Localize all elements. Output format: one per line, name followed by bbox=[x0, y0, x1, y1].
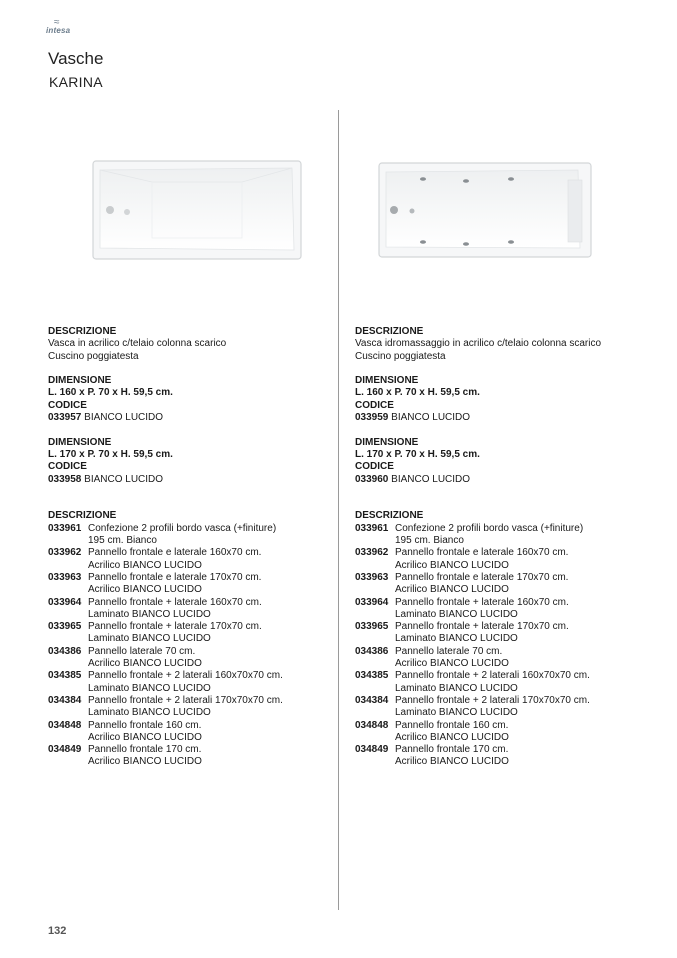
accessory-description: Confezione 2 profili bordo vasca (+finiture) bbox=[88, 522, 277, 534]
accessory-row-detail bbox=[48, 732, 333, 744]
accessory-description: Pannello frontale e laterale 170x70 cm. bbox=[88, 571, 262, 583]
accessory-description: Pannello frontale 170 cm. bbox=[88, 744, 202, 756]
product-code: 033958 bbox=[48, 473, 82, 485]
accessory-code: 033962 bbox=[48, 547, 82, 559]
accessory-finish: 195 cm. Bianco bbox=[395, 535, 464, 547]
accessory-row bbox=[355, 744, 640, 756]
accessory-code: 034848 bbox=[48, 719, 82, 731]
accessory-row-detail bbox=[48, 609, 333, 621]
accessory-description: Pannello frontale + laterale 170x70 cm. bbox=[88, 621, 262, 633]
accessory-description: Pannello frontale + 2 laterali 170x70x70 cm. bbox=[395, 694, 590, 706]
accessory-finish: Laminato BIANCO LUCIDO bbox=[88, 633, 211, 645]
product-code: 033957 bbox=[48, 412, 82, 424]
column-divider bbox=[338, 110, 339, 910]
code-line bbox=[48, 412, 333, 424]
dimension-value: L. 170 x P. 70 x H. 59,5 cm. bbox=[48, 448, 173, 460]
accessory-row bbox=[355, 572, 640, 584]
product-code: 033959 bbox=[355, 412, 389, 424]
accessory-row bbox=[355, 670, 640, 682]
accessory-finish: Acrilico BIANCO LUCIDO bbox=[88, 559, 202, 571]
accessory-code: 033962 bbox=[355, 547, 389, 559]
description-line: Cuscino poggiatesta bbox=[355, 350, 446, 362]
code-line bbox=[48, 474, 333, 486]
accessory-finish: Acrilico BIANCO LUCIDO bbox=[88, 658, 202, 670]
accessory-code: 034385 bbox=[355, 670, 389, 682]
code-label: CODICE bbox=[48, 461, 87, 473]
accessory-code: 034386 bbox=[48, 645, 82, 657]
description-line: Cuscino poggiatesta bbox=[48, 350, 139, 362]
accessory-finish: Acrilico BIANCO LUCIDO bbox=[88, 731, 202, 743]
accessories-label: DESCRIZIONE bbox=[355, 510, 424, 522]
dimension-label: DIMENSIONE bbox=[48, 375, 112, 387]
finish: BIANCO LUCIDO bbox=[391, 473, 471, 485]
accessory-finish: Laminato BIANCO LUCIDO bbox=[395, 682, 518, 694]
accessory-finish: Acrilico BIANCO LUCIDO bbox=[395, 731, 509, 743]
description-line: Vasca in acrilico c/telaio colonna scarico bbox=[48, 338, 227, 350]
accessory-finish: Acrilico BIANCO LUCIDO bbox=[395, 658, 509, 670]
accessories-list bbox=[48, 523, 333, 769]
left-column bbox=[48, 326, 333, 769]
accessories-list bbox=[355, 523, 640, 769]
accessory-code: 034849 bbox=[48, 744, 82, 756]
accessory-description: Pannello laterale 70 cm. bbox=[88, 645, 196, 657]
accessory-row-detail bbox=[48, 756, 333, 768]
accessory-row bbox=[48, 670, 333, 682]
accessory-description: Pannello frontale + laterale 170x70 cm. bbox=[395, 621, 569, 633]
accessory-row bbox=[48, 720, 333, 732]
accessory-description: Pannello frontale e laterale 160x70 cm. bbox=[88, 547, 262, 559]
product-name: KARINA bbox=[49, 74, 103, 90]
code-label: CODICE bbox=[355, 461, 394, 473]
accessory-row-detail bbox=[48, 658, 333, 670]
accessory-row bbox=[48, 547, 333, 559]
dimension-value: L. 160 x P. 70 x H. 59,5 cm. bbox=[355, 387, 480, 399]
wave-icon: ≈ bbox=[54, 17, 60, 28]
accessory-row-detail bbox=[355, 683, 640, 695]
accessory-row bbox=[48, 523, 333, 535]
finish: BIANCO LUCIDO bbox=[391, 412, 471, 424]
accessory-code: 033964 bbox=[48, 596, 82, 608]
accessory-description: Pannello frontale + 2 laterali 170x70x70 cm. bbox=[88, 694, 283, 706]
accessory-row bbox=[355, 621, 640, 633]
accessory-description: Pannello frontale + 2 laterali 160x70x70 cm. bbox=[395, 670, 590, 682]
code-line bbox=[355, 474, 640, 486]
accessory-finish: Laminato BIANCO LUCIDO bbox=[395, 633, 518, 645]
accessory-description: Pannello frontale e laterale 170x70 cm. bbox=[395, 571, 569, 583]
accessory-finish: Acrilico BIANCO LUCIDO bbox=[395, 584, 509, 596]
accessory-row bbox=[355, 547, 640, 559]
accessory-code: 033961 bbox=[355, 522, 389, 534]
accessory-code: 034384 bbox=[48, 694, 82, 706]
accessory-row bbox=[48, 621, 333, 633]
accessory-finish: Acrilico BIANCO LUCIDO bbox=[395, 559, 509, 571]
accessory-row-detail bbox=[48, 707, 333, 719]
dimension-label: DIMENSIONE bbox=[48, 436, 112, 448]
brand-name: intesa bbox=[46, 26, 71, 35]
accessory-row-detail bbox=[355, 584, 640, 596]
bathtub-image bbox=[92, 160, 302, 260]
accessory-row bbox=[48, 695, 333, 707]
accessory-row bbox=[48, 744, 333, 756]
accessory-row-detail bbox=[355, 732, 640, 744]
accessory-row-detail bbox=[355, 658, 640, 670]
accessory-row bbox=[48, 597, 333, 609]
description-line: Vasca idromassaggio in acrilico c/telaio colonna scarico bbox=[355, 338, 602, 350]
accessory-code: 033964 bbox=[355, 596, 389, 608]
accessory-code: 034849 bbox=[355, 744, 389, 756]
accessory-description: Pannello frontale e laterale 160x70 cm. bbox=[395, 547, 569, 559]
accessory-code: 033963 bbox=[48, 571, 82, 583]
accessory-row bbox=[355, 523, 640, 535]
accessory-code: 034848 bbox=[355, 719, 389, 731]
accessory-row bbox=[355, 646, 640, 658]
page-title: Vasche bbox=[48, 49, 104, 68]
code-label: CODICE bbox=[355, 399, 394, 411]
accessory-description: Pannello frontale 160 cm. bbox=[395, 719, 509, 731]
accessories-label: DESCRIZIONE bbox=[48, 510, 117, 522]
accessory-row-detail bbox=[355, 756, 640, 768]
accessory-description: Pannello frontale 160 cm. bbox=[88, 719, 202, 731]
accessory-code: 034384 bbox=[355, 694, 389, 706]
accessory-row-detail bbox=[355, 609, 640, 621]
accessory-row-detail bbox=[355, 560, 640, 572]
accessory-description: Confezione 2 profili bordo vasca (+finiture) bbox=[395, 522, 584, 534]
accessory-row-detail bbox=[355, 707, 640, 719]
accessory-finish: 195 cm. Bianco bbox=[88, 535, 157, 547]
code-line bbox=[355, 412, 640, 424]
accessory-row bbox=[355, 695, 640, 707]
description-label: DESCRIZIONE bbox=[48, 326, 117, 337]
accessory-finish: Laminato BIANCO LUCIDO bbox=[395, 707, 518, 719]
accessory-finish: Acrilico BIANCO LUCIDO bbox=[88, 756, 202, 768]
finish: BIANCO LUCIDO bbox=[84, 473, 164, 485]
accessory-row bbox=[48, 572, 333, 584]
accessory-finish: Acrilico BIANCO LUCIDO bbox=[88, 584, 202, 596]
dimension-label: DIMENSIONE bbox=[355, 436, 419, 448]
accessory-code: 033965 bbox=[48, 621, 82, 633]
accessory-code: 033961 bbox=[48, 522, 82, 534]
dimension-label: DIMENSIONE bbox=[355, 375, 419, 387]
accessory-code: 034386 bbox=[355, 645, 389, 657]
right-column bbox=[355, 326, 640, 769]
accessory-finish: Acrilico BIANCO LUCIDO bbox=[395, 756, 509, 768]
accessory-row-detail bbox=[355, 535, 640, 547]
accessory-description: Pannello laterale 70 cm. bbox=[395, 645, 503, 657]
accessory-row-detail bbox=[355, 633, 640, 645]
accessory-row-detail bbox=[48, 535, 333, 547]
dimension-value: L. 170 x P. 70 x H. 59,5 cm. bbox=[355, 448, 480, 460]
description-label: DESCRIZIONE bbox=[355, 326, 424, 337]
accessory-row-detail bbox=[48, 560, 333, 572]
finish: BIANCO LUCIDO bbox=[84, 412, 164, 424]
accessory-finish: Laminato BIANCO LUCIDO bbox=[88, 707, 211, 719]
accessory-row bbox=[48, 646, 333, 658]
accessory-description: Pannello frontale + laterale 160x70 cm. bbox=[395, 596, 569, 608]
dimension-value: L. 160 x P. 70 x H. 59,5 cm. bbox=[48, 387, 173, 399]
accessory-finish: Laminato BIANCO LUCIDO bbox=[88, 682, 211, 694]
accessory-finish: Laminato BIANCO LUCIDO bbox=[88, 608, 211, 620]
accessory-code: 034385 bbox=[48, 670, 82, 682]
accessory-row-detail bbox=[48, 584, 333, 596]
brand-logo bbox=[46, 18, 82, 36]
accessory-description: Pannello frontale + laterale 160x70 cm. bbox=[88, 596, 262, 608]
code-label: CODICE bbox=[48, 399, 87, 411]
whirlpool-bathtub-image bbox=[378, 162, 592, 258]
product-code: 033960 bbox=[355, 473, 389, 485]
accessory-description: Pannello frontale 170 cm. bbox=[395, 744, 509, 756]
accessory-finish: Laminato BIANCO LUCIDO bbox=[395, 608, 518, 620]
accessory-code: 033965 bbox=[355, 621, 389, 633]
accessory-row bbox=[355, 597, 640, 609]
accessory-row-detail bbox=[48, 683, 333, 695]
page-number: 132 bbox=[48, 925, 67, 937]
accessory-description: Pannello frontale + 2 laterali 160x70x70 cm. bbox=[88, 670, 283, 682]
accessory-code: 033963 bbox=[355, 571, 389, 583]
accessory-row bbox=[355, 720, 640, 732]
accessory-row-detail bbox=[48, 633, 333, 645]
